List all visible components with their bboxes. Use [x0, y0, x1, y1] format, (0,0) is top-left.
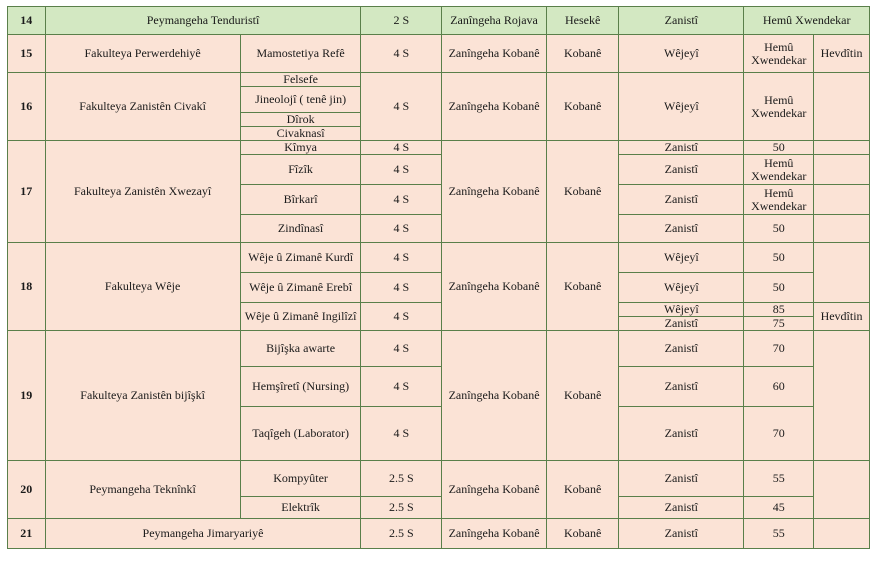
duration: 4 S: [361, 273, 442, 303]
duration: 2 S: [361, 7, 442, 35]
university: Zanîngeha Kobanê: [442, 73, 547, 141]
duration: 2.5 S: [361, 497, 442, 519]
admission: 70: [744, 331, 814, 367]
major: Mamostetiya Refê: [240, 35, 361, 73]
branch: Wêjeyî: [619, 73, 744, 141]
duration: 4 S: [361, 215, 442, 243]
faculty-name: Fakulteya Zanistên bijîşkî: [45, 331, 240, 461]
admission: 85: [744, 303, 814, 317]
university-programs-table: [7, 6, 870, 549]
table-row: [8, 35, 870, 73]
duration: 4 S: [361, 243, 442, 273]
major: Felsefe: [240, 73, 361, 87]
branch: Zanistî: [619, 497, 744, 519]
city: Hesekê: [546, 7, 618, 35]
university: Zanîngeha Kobanê: [442, 331, 547, 461]
city: Kobanê: [546, 35, 618, 73]
branch: Zanistî: [619, 141, 744, 155]
admission: 55: [744, 519, 814, 549]
major: Civaknasî: [240, 127, 361, 141]
branch: Wêjeyî: [619, 303, 744, 317]
admission: Hemû Xwendekar: [744, 185, 814, 215]
faculty-name: Peymangeha Teknînkî: [45, 461, 240, 519]
note: [814, 331, 870, 461]
major: Taqîgeh (Laborator): [240, 407, 361, 461]
duration: 4 S: [361, 73, 442, 141]
city: Kobanê: [546, 331, 618, 461]
note: [814, 519, 870, 549]
branch: Zanistî: [619, 519, 744, 549]
major: Bîrkarî: [240, 185, 361, 215]
duration: 4 S: [361, 331, 442, 367]
row-number: 19: [8, 331, 46, 461]
duration: 4 S: [361, 303, 442, 331]
admission: 50: [744, 141, 814, 155]
major: Elektrîk: [240, 497, 361, 519]
university: Zanîngeha Rojava: [442, 7, 547, 35]
faculty-name: Fakulteya Wêje: [45, 243, 240, 331]
note: [814, 185, 870, 215]
row-number: 16: [8, 73, 46, 141]
city: Kobanê: [546, 519, 618, 549]
branch: Zanistî: [619, 185, 744, 215]
major: Wêje û Zimanê Erebî: [240, 273, 361, 303]
admission: Hemû Xwendekar: [744, 7, 870, 35]
city: Kobanê: [546, 461, 618, 519]
note: [814, 243, 870, 303]
branch: Zanistî: [619, 7, 744, 35]
university: Zanîngeha Kobanê: [442, 35, 547, 73]
admission: Hemû Xwendekar: [744, 35, 814, 73]
branch: Zanistî: [619, 155, 744, 185]
admission: 55: [744, 461, 814, 497]
table-row: [8, 73, 870, 87]
faculty-name: Peymangeha Jimaryariyê: [45, 519, 361, 549]
note: [814, 215, 870, 243]
duration: 4 S: [361, 155, 442, 185]
faculty-name: Peymangeha Tenduristî: [45, 7, 361, 35]
branch: Zanistî: [619, 367, 744, 407]
note: [814, 73, 870, 141]
table-row: [8, 461, 870, 497]
branch: Zanistî: [619, 461, 744, 497]
city: Kobanê: [546, 73, 618, 141]
major: Bijîşka awarte: [240, 331, 361, 367]
city: Kobanê: [546, 141, 618, 243]
major: Zindînasî: [240, 215, 361, 243]
branch: Zanistî: [619, 407, 744, 461]
admission: 45: [744, 497, 814, 519]
branch: Wêjeyî: [619, 273, 744, 303]
duration: 4 S: [361, 185, 442, 215]
table-row: [8, 519, 870, 549]
major: Hemşîretî (Nursing): [240, 367, 361, 407]
faculty-name: Fakulteya Zanistên Civakî: [45, 73, 240, 141]
branch: Zanistî: [619, 317, 744, 331]
row-number: 21: [8, 519, 46, 549]
duration: 4 S: [361, 407, 442, 461]
row-number: 20: [8, 461, 46, 519]
major: Jineolojî ( tenê jin): [240, 87, 361, 113]
major: Fîzîk: [240, 155, 361, 185]
major: Kîmya: [240, 141, 361, 155]
duration: 4 S: [361, 35, 442, 73]
university: Zanîngeha Kobanê: [442, 243, 547, 331]
major: Kompyûter: [240, 461, 361, 497]
note: Hevdîtin: [814, 303, 870, 331]
row-number: 15: [8, 35, 46, 73]
table-row: [8, 7, 870, 35]
major: Wêje û Zimanê Kurdî: [240, 243, 361, 273]
admission: 50: [744, 243, 814, 273]
duration: 4 S: [361, 367, 442, 407]
branch: Zanistî: [619, 331, 744, 367]
row-number: 17: [8, 141, 46, 243]
note: Hevdîtin: [814, 35, 870, 73]
admission: Hemû Xwendekar: [744, 73, 814, 141]
table-row: [8, 141, 870, 155]
note: [814, 155, 870, 185]
table-row: [8, 243, 870, 273]
major: Wêje û Zimanê Ingilîzî: [240, 303, 361, 331]
duration: 4 S: [361, 141, 442, 155]
admission: 70: [744, 407, 814, 461]
branch: Zanistî: [619, 215, 744, 243]
note: [814, 461, 870, 519]
faculty-name: Fakulteya Zanistên Xwezayî: [45, 141, 240, 243]
branch: Wêjeyî: [619, 243, 744, 273]
university: Zanîngeha Kobanê: [442, 519, 547, 549]
admission: 50: [744, 215, 814, 243]
branch: Wêjeyî: [619, 35, 744, 73]
admission: 50: [744, 273, 814, 303]
table-row: [8, 331, 870, 367]
row-number: 14: [8, 7, 46, 35]
row-number: 18: [8, 243, 46, 331]
admission: 60: [744, 367, 814, 407]
duration: 2.5 S: [361, 519, 442, 549]
university: Zanîngeha Kobanê: [442, 141, 547, 243]
university: Zanîngeha Kobanê: [442, 461, 547, 519]
note: [814, 141, 870, 155]
duration: 2.5 S: [361, 461, 442, 497]
faculty-name: Fakulteya Perwerdehiyê: [45, 35, 240, 73]
admission: Hemû Xwendekar: [744, 155, 814, 185]
admission: 75: [744, 317, 814, 331]
major: Dîrok: [240, 113, 361, 127]
city: Kobanê: [546, 243, 618, 331]
